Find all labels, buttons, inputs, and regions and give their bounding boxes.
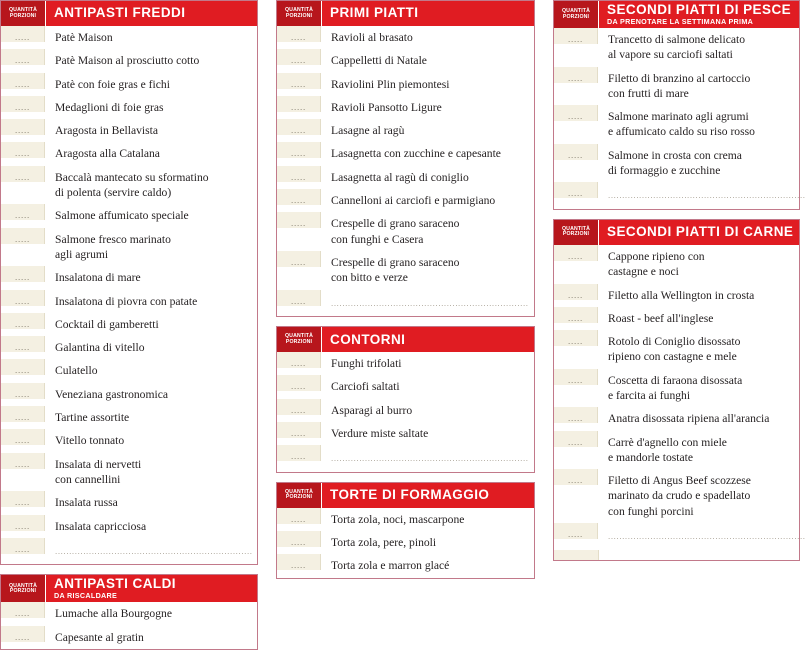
quantity-input-dots[interactable]: ..... (554, 28, 598, 44)
quantity-input-dots[interactable]: ..... (277, 290, 321, 306)
menu-item-line: Coscetta di faraona disossata (608, 373, 743, 387)
column-left (0, 0, 258, 644)
menu-item-row (277, 554, 534, 577)
quantity-input-dots[interactable]: ..... (554, 407, 598, 423)
menu-item-row (1, 515, 257, 538)
menu-item-line: Cocktail di gamberetti (55, 317, 159, 331)
menu-item-row (1, 626, 257, 649)
menu-item-line: Galantina di vitello (55, 341, 145, 355)
menu-item-name (45, 336, 257, 359)
menu-item-line: e affumicato caldo su riso rosso (608, 125, 755, 139)
quantity-label: QUANTITÀ (562, 226, 590, 233)
menu-item-name (321, 49, 534, 72)
quantity-input-dots[interactable]: ..... (277, 445, 321, 461)
menu-item-row (1, 290, 257, 313)
menu-item-line: Lasagne al ragù (331, 124, 405, 138)
menu-item-name (598, 67, 799, 106)
menu-item-name (45, 602, 257, 625)
menu-item-name (321, 119, 534, 142)
quantity-input-dots[interactable]: ..... (1, 515, 45, 531)
menu-item-line: Filetto di branzino al cartoccio (608, 71, 751, 85)
menu-item-row (1, 453, 257, 492)
menu-item-name (45, 204, 257, 227)
quantity-input-dots[interactable]: ..... (1, 204, 45, 220)
blank-write-in-row (554, 182, 806, 209)
menu-item-name (598, 307, 799, 330)
menu-item-name (321, 73, 534, 96)
menu-item-line: Lasagnetta al ragù di coniglio (331, 170, 469, 184)
menu-item-name (321, 166, 534, 189)
menu-item-line: Patè Maison (55, 31, 113, 44)
column-right (553, 0, 806, 561)
menu-item-name (45, 290, 257, 313)
menu-item-line: Crespelle di grano saraceno (331, 255, 460, 269)
menu-item-name (45, 96, 257, 119)
menu-item-line: Verdure miste saltate (331, 427, 429, 440)
quantity-input-dots[interactable]: ..... (277, 73, 321, 89)
menu-item-line: Patè Maison al prosciutto cotto (55, 54, 200, 68)
section-title: PRIMI PIATTI (330, 5, 419, 21)
quantity-input-dots[interactable]: ..... (554, 182, 598, 198)
menu-item-line: al vapore su carciofi saltati (608, 48, 733, 62)
menu-item-row (277, 212, 534, 251)
quantity-input-dots[interactable]: ..... (1, 336, 45, 352)
menu-item-row (1, 429, 257, 452)
menu-item-line: Roast - beef all'inglese (608, 311, 714, 325)
quantity-input-dots[interactable]: ..... (277, 212, 321, 228)
quantity-input-dots[interactable]: ..... (1, 383, 45, 399)
menu-item-line: Baccalà mantecato su sformatino (55, 170, 209, 184)
menu-item-row (1, 119, 257, 142)
quantity-input-dots[interactable]: ..... (1, 228, 45, 244)
menu-item-row (1, 49, 257, 72)
quantity-input-dots[interactable]: ..... (277, 189, 321, 205)
portions-label: PORZIONI (285, 12, 313, 19)
quantity-input-dots[interactable]: ..... (1, 491, 45, 507)
menu-item-name (45, 313, 257, 336)
menu-item-name (45, 491, 257, 514)
menu-item-line: Crespelle di grano saraceno (331, 217, 460, 231)
menu-item-line: di polenta (servire caldo) (55, 186, 172, 200)
menu-item-name (598, 431, 799, 470)
menu-item-line: Filetto alla Wellington in crosta (608, 288, 755, 302)
menu-item-line: agli agrumi (55, 247, 109, 261)
menu-item-name (598, 369, 799, 408)
quantity-label: QUANTITÀ (285, 489, 313, 496)
filler-items-column (599, 550, 799, 560)
menu-item-name (45, 626, 257, 649)
menu-item-name (598, 330, 799, 369)
menu-item-line: Culatello (55, 364, 98, 378)
menu-item-name (598, 407, 799, 430)
menu-item-row (277, 422, 534, 445)
quantity-portions-tag (1, 575, 45, 602)
quantity-input-dots[interactable]: ..... (554, 105, 598, 121)
menu-item-row (554, 407, 799, 430)
menu-item-line: ripieno con castagne e mele (608, 350, 737, 364)
menu-item-name (598, 105, 799, 144)
quantity-input-dots[interactable]: ..... (277, 531, 321, 547)
menu-item-line: con bitto e verze (331, 271, 408, 285)
menu-item-name (45, 142, 257, 165)
menu-item-row (554, 431, 799, 470)
section-header (277, 1, 534, 26)
quantity-input-dots[interactable]: ..... (1, 453, 45, 469)
section-title: SECONDI PIATTI DI PESCE (607, 1, 792, 17)
menu-item-name (321, 26, 534, 49)
blank-write-in-row (1, 538, 257, 565)
quantity-input-dots[interactable]: ..... (277, 399, 321, 415)
menu-item-row (554, 330, 799, 369)
quantity-input-dots[interactable]: ..... (277, 142, 321, 158)
quantity-input-dots[interactable]: ..... (1, 359, 45, 375)
menu-item-line: Lumache alla Bourgogne (55, 607, 172, 621)
section-title-wrap (45, 1, 257, 26)
menu-item-line: Patè con foie gras e fichi (55, 77, 170, 91)
menu-item-row (277, 189, 534, 212)
menu-section (0, 0, 258, 565)
quantity-label: QUANTITÀ (562, 8, 590, 15)
quantity-input-dots[interactable]: ..... (1, 96, 45, 112)
section-title-wrap (321, 483, 534, 508)
filler-quantity-column (554, 550, 599, 560)
quantity-input-dots[interactable]: ..... (554, 67, 598, 83)
menu-item-row (554, 307, 799, 330)
quantity-portions-tag (554, 1, 598, 28)
menu-item-line: Insalata capricciosa (55, 519, 147, 533)
section-subtitle: DA RISCALDARE (54, 590, 118, 600)
menu-item-line: Raviolini Plin piemontesi (331, 77, 450, 91)
quantity-input-dots[interactable]: ..... (277, 96, 321, 112)
menu-item-row (1, 491, 257, 514)
menu-item-line: Torta zola, noci, mascarpone (331, 512, 465, 526)
menu-item-name (45, 119, 257, 142)
menu-item-name (321, 142, 534, 165)
write-in-dotted-line[interactable]: ...................................................................... (331, 454, 529, 464)
menu-item-row (1, 142, 257, 165)
menu-item-row (277, 119, 534, 142)
menu-section (276, 326, 535, 473)
menu-item-name (598, 469, 799, 523)
quantity-input-dots[interactable]: ..... (1, 313, 45, 329)
menu-item-name (321, 251, 534, 290)
menu-item-row (1, 96, 257, 119)
quantity-portions-tag (277, 483, 321, 508)
menu-item-name (598, 245, 799, 284)
menu-item-row (277, 375, 534, 398)
portions-label: PORZIONI (285, 338, 313, 345)
quantity-input-dots[interactable]: ..... (277, 375, 321, 391)
section-title-wrap (45, 575, 257, 602)
menu-item-row (554, 28, 799, 67)
section-title: SECONDI PIATTI DI CARNE (607, 224, 794, 240)
menu-item-row (1, 313, 257, 336)
menu-item-row (1, 228, 257, 267)
menu-item-name (321, 375, 534, 398)
menu-item-name (321, 212, 534, 251)
menu-item-row (277, 142, 534, 165)
menu-item-name (45, 406, 257, 429)
menu-item-line: Funghi trifolati (331, 357, 402, 371)
section-title: CONTORNI (330, 331, 406, 347)
section-title: ANTIPASTI FREDDI (54, 5, 186, 21)
menu-item-row (554, 284, 799, 307)
quantity-input-dots[interactable]: ..... (554, 144, 598, 160)
menu-item-row (554, 144, 799, 183)
menu-item-line: e farcita ai funghi (608, 389, 691, 402)
menu-item-line: Cappelletti di Natale (331, 54, 427, 68)
menu-item-line: Salmone affumicato speciale (55, 209, 189, 223)
menu-section (553, 219, 806, 561)
quantity-input-dots[interactable]: ..... (554, 523, 598, 539)
section-header (554, 220, 799, 245)
section-title-wrap (321, 327, 534, 352)
menu-item-name (45, 228, 257, 267)
section-header (277, 327, 534, 352)
menu-item-name (321, 96, 534, 119)
quantity-input-dots[interactable]: ..... (277, 422, 321, 438)
menu-item-line: Capesante al gratin (55, 630, 144, 644)
menu-item-row (1, 602, 257, 625)
menu-item-row (277, 73, 534, 96)
quantity-input-dots[interactable]: ..... (277, 554, 321, 570)
column-middle (276, 0, 535, 573)
menu-item-line: Insalatona di mare (55, 271, 141, 285)
menu-item-line: Salmone fresco marinato (55, 232, 171, 246)
menu-item-line: Insalata di nervetti (55, 457, 142, 471)
menu-item-name (598, 28, 799, 67)
menu-item-line: Torta zola, pere, pinoli (331, 536, 437, 550)
section-title-wrap (598, 220, 799, 245)
menu-item-line: con cannellini (55, 472, 121, 486)
menu-item-name (321, 508, 534, 531)
menu-item-line: Medaglioni di foie gras (55, 100, 164, 114)
quantity-input-dots[interactable]: ..... (1, 429, 45, 445)
menu-item-row (1, 406, 257, 429)
menu-item-row (277, 26, 534, 49)
menu-item-line: Filetto di Angus Beef scozzese (608, 474, 751, 488)
menu-item-row (554, 67, 799, 106)
menu-item-line: Tartine assortite (55, 411, 130, 425)
section-title: ANTIPASTI CALDI (54, 576, 176, 592)
menu-item-row (277, 531, 534, 554)
menu-item-row (554, 105, 799, 144)
menu-item-name (45, 73, 257, 96)
quantity-input-dots[interactable]: ..... (1, 290, 45, 306)
menu-section (276, 482, 535, 579)
section-title: TORTE DI FORMAGGIO (330, 487, 490, 503)
menu-item-name (598, 284, 799, 307)
quantity-input-dots[interactable]: ..... (554, 369, 598, 385)
write-in-dotted-line[interactable]: ...................................................................... (331, 298, 529, 308)
quantity-input-dots[interactable]: ..... (1, 142, 45, 158)
menu-item-line: Lasagnetta con zucchine e capesante (331, 147, 501, 161)
menu-item-line: Carciofi saltati (331, 380, 400, 394)
quantity-input-dots[interactable]: ..... (1, 26, 45, 42)
quantity-input-dots[interactable]: ..... (1, 602, 45, 618)
menu-item-row (277, 166, 534, 189)
quantity-input-dots[interactable]: ..... (1, 166, 45, 182)
quantity-input-dots[interactable]: ..... (277, 166, 321, 182)
quantity-input-dots[interactable]: ..... (554, 245, 598, 261)
menu-item-name (321, 189, 534, 212)
portions-label: PORZIONI (9, 587, 37, 594)
section-header (277, 483, 534, 508)
menu-section (0, 574, 258, 650)
menu-item-name (45, 359, 257, 382)
quantity-input-dots[interactable]: ..... (277, 49, 321, 65)
menu-item-line: Carrè d'agnello con miele (608, 435, 727, 449)
quantity-portions-tag (277, 327, 321, 352)
portions-label: PORZIONI (285, 494, 313, 501)
section-title-wrap (321, 1, 534, 26)
quantity-input-dots[interactable]: ..... (554, 284, 598, 300)
menu-item-row (277, 399, 534, 422)
quantity-input-dots[interactable]: ..... (277, 119, 321, 135)
quantity-input-dots[interactable]: ..... (1, 49, 45, 65)
portions-label: PORZIONI (9, 12, 37, 19)
quantity-input-dots[interactable]: ..... (554, 431, 598, 447)
menu-item-name (45, 515, 257, 538)
menu-item-row (554, 369, 799, 408)
section-filler (554, 550, 799, 560)
menu-item-line: Cannelloni ai carciofi e parmigiano (331, 194, 496, 208)
menu-item-row (554, 245, 799, 284)
quantity-input-dots[interactable]: ..... (277, 26, 321, 42)
quantity-input-dots[interactable]: ..... (1, 406, 45, 422)
write-in-dotted-line[interactable]: ...................................................................... (608, 532, 806, 542)
menu-item-line: e mandorle tostate (608, 450, 693, 464)
menu-item-line: Salmone marinato agli agrumi (608, 110, 749, 124)
quantity-input-dots[interactable]: ..... (277, 352, 321, 368)
menu-item-line: Rotolo di Coniglio disossato (608, 335, 741, 349)
menu-item-name (45, 453, 257, 492)
write-in-dotted-line[interactable]: ...................................................................... (608, 191, 806, 201)
menu-item-line: castagne e noci (608, 265, 679, 279)
menu-item-line: Ravioli al brasato (331, 31, 413, 44)
quantity-label: QUANTITÀ (285, 7, 313, 14)
menu-item-name (321, 531, 534, 554)
quantity-input-dots[interactable]: ..... (1, 119, 45, 135)
menu-item-name (321, 399, 534, 422)
section-title-wrap (598, 1, 799, 28)
menu-item-name (321, 422, 534, 445)
menu-item-line: con funghi e Casera (331, 232, 424, 246)
quantity-input-dots[interactable]: ..... (277, 251, 321, 267)
menu-section (553, 0, 806, 210)
menu-item-row (1, 383, 257, 406)
quantity-input-dots[interactable]: ..... (1, 626, 45, 642)
menu-item-row (277, 251, 534, 290)
menu-item-line: di formaggio e zucchine (608, 164, 721, 178)
quantity-label: QUANTITÀ (9, 582, 37, 589)
quantity-input-dots[interactable]: ..... (1, 73, 45, 89)
quantity-portions-tag (277, 1, 321, 26)
menu-item-row (554, 469, 799, 523)
quantity-label: QUANTITÀ (285, 333, 313, 340)
menu-item-row (1, 204, 257, 227)
menu-item-name (45, 26, 257, 49)
blank-write-in-row (277, 445, 534, 472)
menu-section (276, 0, 535, 317)
menu-item-line: Trancetto di salmone delicato (608, 33, 746, 46)
menu-item-name (45, 429, 257, 452)
quantity-label: QUANTITÀ (9, 7, 37, 14)
blank-write-in-row (554, 523, 806, 550)
menu-item-row (277, 508, 534, 531)
section-header (1, 1, 257, 26)
menu-item-line: Aragosta in Bellavista (55, 124, 159, 138)
menu-item-row (277, 352, 534, 375)
quantity-input-dots[interactable]: ..... (277, 508, 321, 524)
quantity-portions-tag (554, 220, 598, 245)
menu-item-row (1, 26, 257, 49)
quantity-portions-tag (1, 1, 45, 26)
section-header (1, 575, 257, 602)
menu-item-line: Vitello tonnato (55, 434, 125, 448)
blank-write-in-row (277, 290, 534, 317)
menu-item-line: Ravioli Pansotto Ligure (331, 100, 442, 114)
menu-item-line: con funghi porcini (608, 504, 694, 518)
menu-item-name (45, 49, 257, 72)
menu-item-line: Salmone in crosta con crema (608, 148, 742, 162)
menu-item-line: Insalata russa (55, 496, 118, 510)
menu-item-row (1, 336, 257, 359)
quantity-input-dots[interactable]: ..... (1, 266, 45, 282)
menu-item-name (321, 554, 534, 577)
quantity-input-dots[interactable]: ..... (554, 469, 598, 485)
menu-item-line: Anatra disossata ripiena all'arancia (608, 412, 770, 426)
menu-item-line: Aragosta alla Catalana (55, 147, 160, 161)
menu-item-row (1, 359, 257, 382)
menu-item-line: con frutti di mare (608, 86, 689, 100)
menu-item-row (1, 73, 257, 96)
write-in-dotted-line[interactable]: ...................................................................... (55, 546, 253, 556)
menu-item-row (277, 96, 534, 119)
menu-item-name (598, 144, 799, 183)
menu-item-name (45, 383, 257, 406)
section-subtitle: DA PRENOTARE LA SETTIMANA PRIMA (607, 16, 754, 26)
menu-item-row (1, 266, 257, 289)
menu-item-line: Asparagi al burro (331, 403, 413, 417)
menu-item-line: marinato da crudo e spadellato (608, 489, 751, 503)
menu-item-name (321, 352, 534, 375)
menu-item-row (1, 166, 257, 205)
quantity-input-dots[interactable]: ..... (1, 538, 45, 554)
quantity-input-dots[interactable]: ..... (554, 330, 598, 346)
menu-item-row (277, 49, 534, 72)
menu-item-name (45, 166, 257, 205)
menu-item-line: Insalatona di piovra con patate (55, 294, 198, 308)
portions-label: PORZIONI (562, 13, 590, 20)
section-header (554, 1, 799, 28)
menu-item-line: Torta zola e marron glacé (331, 559, 450, 573)
quantity-input-dots[interactable]: ..... (554, 307, 598, 323)
menu-item-name (45, 266, 257, 289)
portions-label: PORZIONI (562, 231, 590, 238)
menu-item-line: Cappone ripieno con (608, 249, 705, 263)
menu-item-line: Veneziana gastronomica (55, 387, 168, 401)
